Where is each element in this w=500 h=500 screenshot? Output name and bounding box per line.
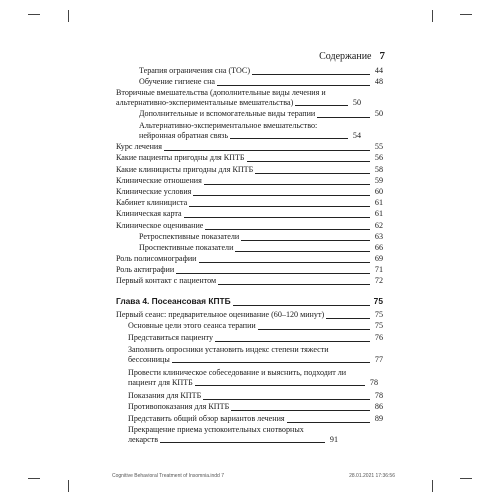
toc-page: 60 [374, 187, 383, 196]
toc-entry: Вторичные вмешательства (дополнительные виды лечения и альтернативно-экспериментальные вмешательства) 50 [116, 88, 361, 107]
toc-page: 59 [374, 176, 383, 185]
toc-page: 89 [374, 414, 383, 423]
toc-entry: Представиться пациенту 76 [128, 333, 383, 342]
toc-page: 48 [374, 77, 383, 86]
toc-entry: Провести клиническое собеседование и выяснить, подходит ли пациент для КПТБ 78 [128, 368, 378, 387]
toc-entry: Роль актиграфии 71 [116, 265, 383, 274]
toc-entry: Дополнительные и вспомогательные виды терапии 50 [139, 109, 383, 118]
toc-page: 76 [374, 333, 383, 342]
footer-timestamp: 28.01.2021 17:36:56 [349, 473, 395, 479]
toc-page: 69 [374, 254, 383, 263]
toc-entry: Ретроспективные показатели 63 [139, 232, 383, 241]
toc-page: 77 [374, 354, 383, 364]
toc-page: 54 [352, 130, 361, 140]
toc-entry: Терапия ограничения сна (ТОС) 44 [139, 66, 383, 75]
toc-page: 62 [374, 221, 383, 230]
toc-page: 50 [352, 97, 361, 107]
toc-entry: Клинические отношения 59 [116, 176, 383, 185]
toc-entry: Первый контакт с пациентом 72 [116, 276, 383, 285]
toc-page: 75 [374, 321, 383, 330]
toc-page: 78 [369, 377, 378, 387]
toc-page: 44 [374, 66, 383, 75]
toc-page: 61 [374, 198, 383, 207]
toc-entry: Клиническая карта 61 [116, 209, 383, 218]
toc-page: 58 [374, 165, 383, 174]
toc-entry: Показания для КПТБ 78 [128, 391, 383, 400]
print-slug-footer [112, 473, 395, 479]
toc-entry: Первый сеанс: предварительное оценивание (60–120 минут) 75 [116, 310, 383, 319]
toc-page: 55 [374, 142, 383, 151]
toc-entry: Основные цели этого сеанса терапии 75 [128, 321, 383, 330]
toc-page: 71 [374, 265, 383, 274]
toc-entry: Заполнить опросники установить индекс степени тяжести бессонницы 77 [128, 345, 383, 364]
toc-entry: Обучение гигиене сна 48 [139, 77, 383, 86]
toc-entry: Представить общий обзор вариантов лечения 89 [128, 414, 383, 423]
toc-entry: Какие клиницисты пригодны для КПТБ 58 [116, 165, 383, 174]
toc-page: 61 [374, 209, 383, 218]
toc-page: 75 [373, 296, 383, 306]
toc-entry: Альтернативно-экспериментальное вмешательство: нейронная обратная связь 54 [139, 121, 361, 140]
toc-chapter-heading: Глава 4. Посеансовая КПТБ 75 [116, 296, 383, 306]
toc-page: 56 [374, 153, 383, 162]
page-number: 7 [379, 50, 385, 62]
toc-page: 91 [329, 434, 338, 444]
toc-entry: Кабинет клинициста 61 [116, 198, 383, 207]
toc-page: 50 [374, 109, 383, 118]
toc-page: 63 [374, 232, 383, 241]
toc-entry: Курс лечения 55 [116, 142, 383, 151]
footer-file-name: Cognitive Behavioral Treatment of Insomnia.indd 7 [112, 473, 225, 479]
header-section-title: Содержание [319, 51, 372, 62]
toc-page: 78 [374, 391, 383, 400]
toc-page: 72 [374, 276, 383, 285]
toc-entry: Прекращение приема успокоительных снотворных лекарств 91 [128, 425, 338, 444]
toc-entry: Роль полисомнографии 69 [116, 254, 383, 263]
toc-entry: Проспективные показатели 66 [139, 243, 383, 252]
toc-page: 75 [374, 310, 383, 319]
toc-entry: Клинические условия 60 [116, 187, 383, 196]
toc-page: 86 [374, 402, 383, 411]
toc-page: 66 [374, 243, 383, 252]
toc-entry: Клиническое оценивание 62 [116, 221, 383, 230]
toc-entry: Какие пациенты пригодны для КПТБ 56 [116, 153, 383, 162]
toc-entry: Противопоказания для КПТБ 86 [128, 402, 383, 411]
